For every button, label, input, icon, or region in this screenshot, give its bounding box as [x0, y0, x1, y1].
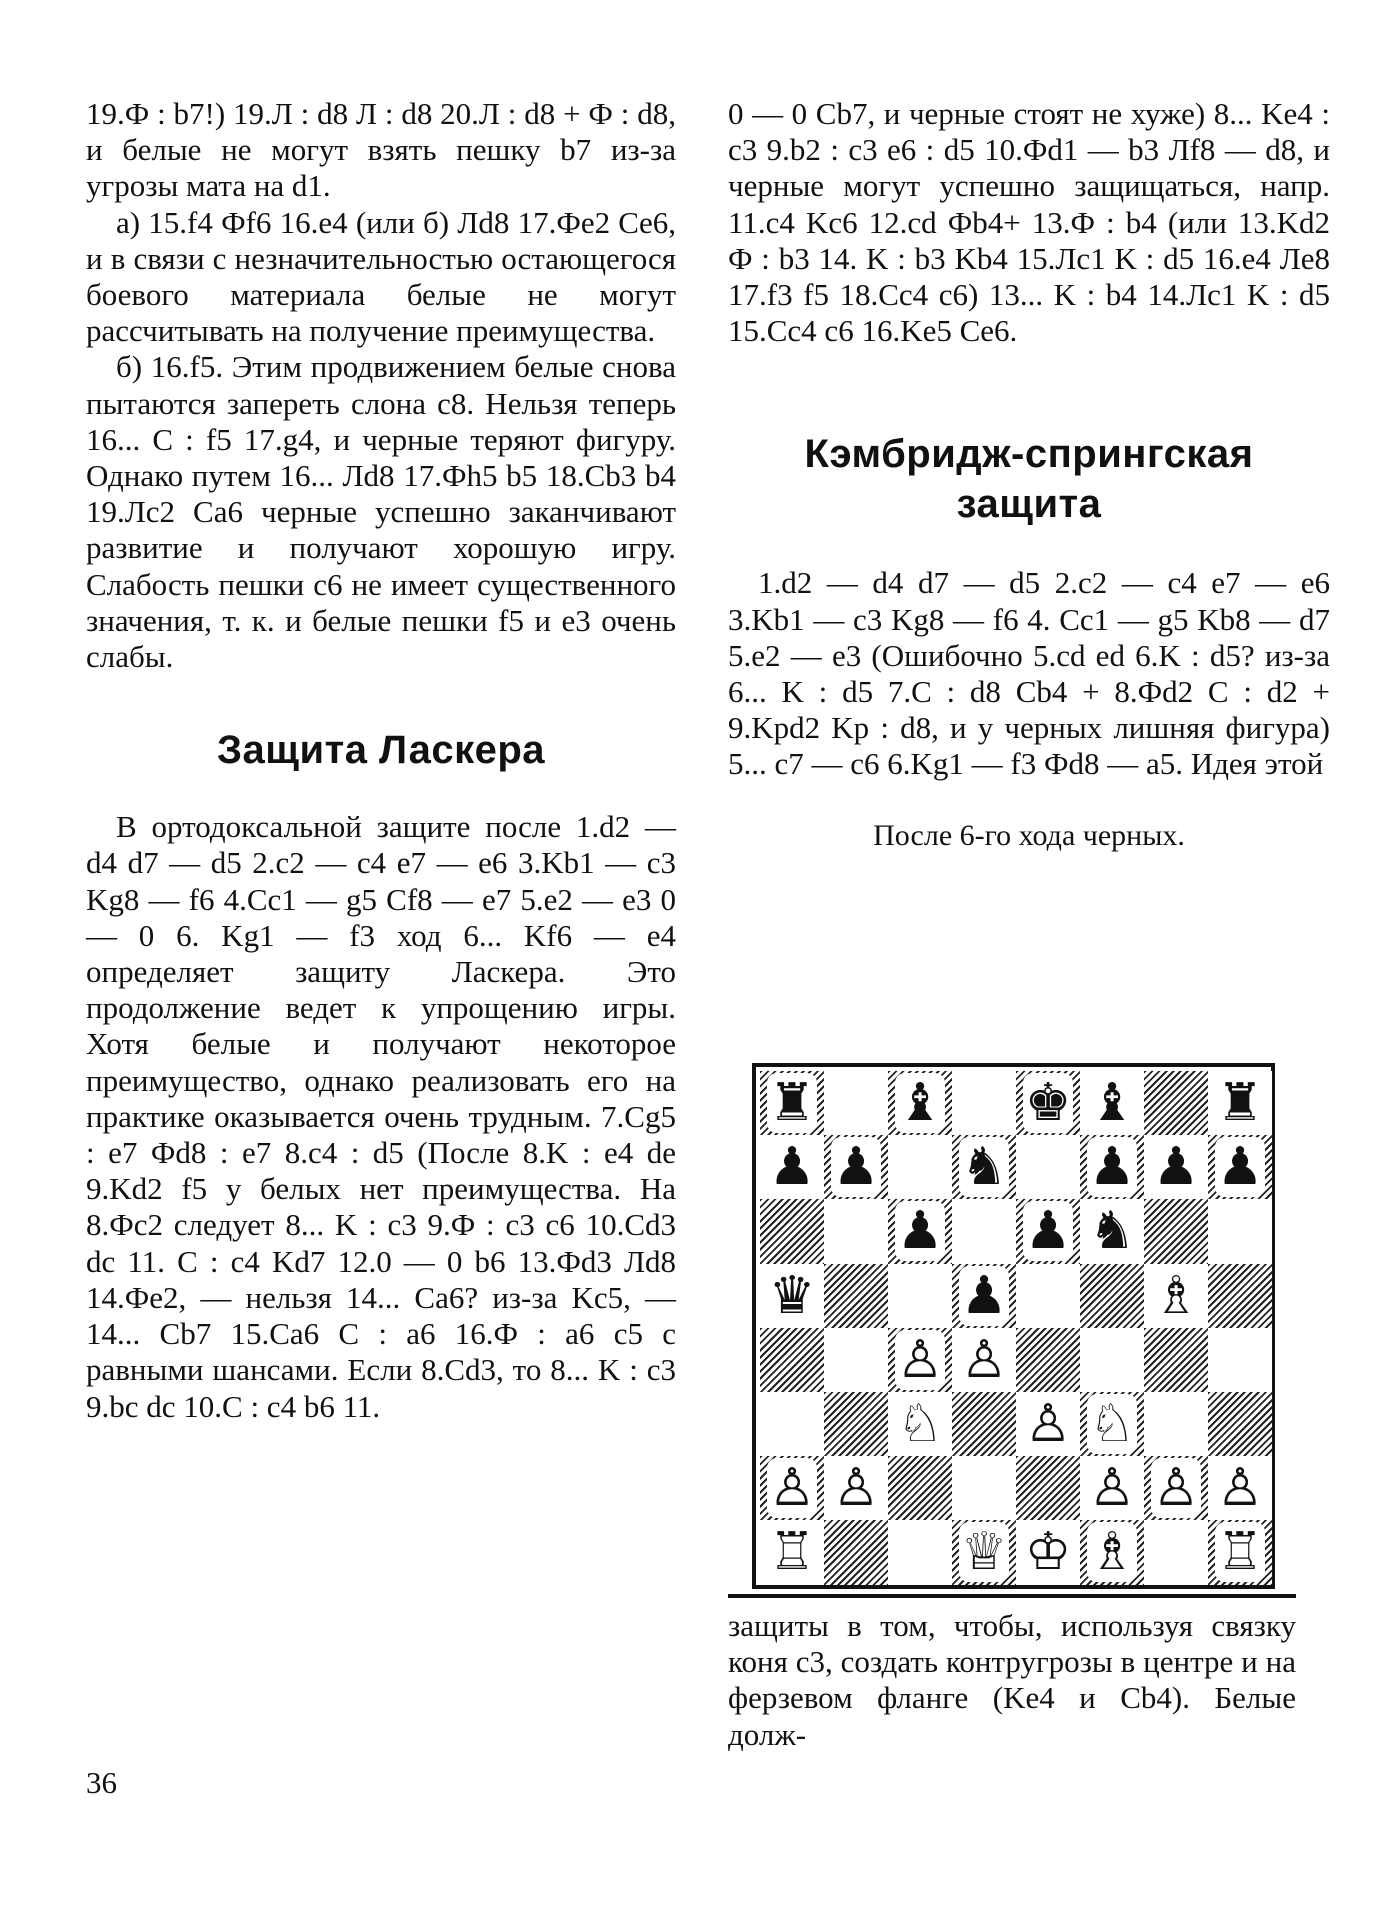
chess-piece-b7: ♟ [832, 1137, 880, 1198]
chess-piece-g5: ♗ [1152, 1265, 1200, 1326]
board-square-e7 [1016, 1135, 1080, 1199]
right-column [728, 96, 1330, 853]
board-square-g1 [1144, 1520, 1208, 1584]
left-column [86, 96, 676, 1425]
board-square-d6 [952, 1199, 1016, 1263]
board-square-b8 [824, 1071, 888, 1135]
board-squares [760, 1071, 1272, 1585]
chess-piece-c3: ♘ [896, 1394, 944, 1454]
paragraph: защиты в том, чтобы, используя связку коня c3, создать контругрозы в центре и на ферзевом фланге (Ke4 и Cb4). Белые долж- [728, 1608, 1296, 1752]
chess-piece-f2: ♙ [1088, 1458, 1136, 1519]
chess-piece-e1: ♔ [1024, 1522, 1072, 1583]
paragraph: а) 15.f4 Фf6 16.e4 (или б) Лd8 17.Фe2 Ce6, и в связи с незначительностью остающегося боевого материала белые не могут рассчитывать на получение преимущества. [86, 204, 676, 349]
paragraph: 1.d2 — d4 d7 — d5 2.c2 — c4 e7 — e6 3.Kb1 — c3 Kg8 — f6 4. Cc1 — g5 Kb8 — d7 5.e2 — e3 (Ошибочно 5.cd ed 6.K : d5? из-за 6... K : d5 7.C : d8 Cb4 + 8.Фd2 C : d2 + 9.Kpd2 Kp : d8, и у черных лишняя фигура) 5... c7 — c6 6.Kg1 — f3 Фd8 — a5. Идея этой [728, 565, 1330, 782]
board-square-a3 [760, 1392, 824, 1456]
board-square-h3 [1208, 1392, 1272, 1456]
chess-piece-a2: ♙ [768, 1458, 816, 1519]
chess-piece-f7: ♟ [1088, 1137, 1136, 1198]
chess-board [752, 1063, 1275, 1589]
chess-piece-c4: ♙ [896, 1329, 944, 1390]
chess-piece-h8: ♜ [1216, 1073, 1264, 1133]
board-square-h4 [1208, 1328, 1272, 1392]
board-square-d8 [952, 1071, 1016, 1135]
paragraph: б) 16.f5. Этим продвижением белые снова пытаются запереть слона c8. Нельзя теперь 16... C : f5 17.g4, и черные теряют фигуру. Однако путем 16... Лd8 17.Фh5 b5 18.Cb3 b4 19.Лc2 Ca6 черные успешно заканчивают развитие и получают хорошую игру. Слабость пешки c6 не имеет существенного значения, т. к. и белые пешки f5 и e3 очень слабы. [86, 349, 676, 675]
chess-piece-d5: ♟ [960, 1265, 1008, 1326]
board-square-b5 [824, 1264, 888, 1328]
chess-piece-f1: ♗ [1088, 1522, 1136, 1583]
chess-diagram [752, 1063, 1275, 1589]
paragraph: В ортодоксальной защите после 1.d2 — d4 d7 — d5 2.c2 — c4 e7 — e6 3.Kb1 — c3 Kg8 — f6 4.Cc1 — g5 Cf8 — e7 5.e2 — e3 0 — 0 6. Kg1 — f3 ход 6... Kf6 — e4 определяет защиту Ласкера. Это продолжение ведет к упрощению игры. Хотя белые и получают некоторое преимущество, однако реализовать его на практике оказывается очень трудным. 7.Cg5 : e7 Фd8 : e7 8.c4 : d5 (После 8.K : e4 de 9.Kd2 f5 у белых нет преимущества. На 8.Фc2 следует 8... K : c3 9.Ф : c3 c6 10.Cd3 dc 11. C : c4 Kd7 12.0 — 0 b6 13.Фd3 Лd8 14.Фe2, — нельзя 14... Ca6? из-за Kc5, — 14... Cb7 15.Ca6 C : a6 16.Ф : a6 c5 с равными шансами. Если 8.Cd3, то 8... K : c3 9.bc dc 10.C : c4 b6 11. [86, 809, 676, 1424]
page-number: 36 [86, 1765, 117, 1800]
board-square-b4 [824, 1328, 888, 1392]
chess-piece-a8: ♜ [768, 1073, 816, 1133]
chess-piece-a7: ♟ [768, 1137, 816, 1198]
chess-piece-h2: ♙ [1216, 1458, 1264, 1519]
chess-piece-f3: ♘ [1088, 1394, 1136, 1454]
board-square-f5 [1080, 1264, 1144, 1328]
board-square-a6 [760, 1199, 824, 1263]
chess-piece-h1: ♖ [1216, 1522, 1264, 1583]
section-heading: Защита Ласкера [216, 728, 546, 773]
chess-piece-d1: ♕ [960, 1522, 1008, 1583]
chess-piece-c8: ♝ [896, 1073, 944, 1133]
chess-piece-c6: ♟ [896, 1201, 944, 1262]
right-column-continued [728, 1608, 1296, 1753]
diagram-caption: После 6-го хода черных. [873, 818, 1185, 852]
chess-piece-a5: ♛ [768, 1265, 816, 1326]
board-square-b3 [824, 1392, 888, 1456]
board-square-e4 [1016, 1328, 1080, 1392]
chess-piece-h7: ♟ [1216, 1137, 1264, 1198]
diagram-rule [728, 1594, 1296, 1598]
chess-piece-f6: ♞ [1088, 1201, 1136, 1262]
board-square-g8 [1144, 1071, 1208, 1135]
board-square-c7 [888, 1135, 952, 1199]
board-square-b6 [824, 1199, 888, 1263]
board-square-c1 [888, 1520, 952, 1584]
board-square-d3 [952, 1392, 1016, 1456]
chess-piece-b2: ♙ [832, 1458, 880, 1519]
chess-piece-f8: ♝ [1088, 1073, 1136, 1133]
board-square-c2 [888, 1456, 952, 1520]
paragraph: 0 — 0 Cb7, и черные стоят не хуже) 8... Ke4 : c3 9.b2 : c3 e6 : d5 10.Фd1 — b3 Лf8 — d8, и черные могут успешно защищаться, напр. 11.c4 Kc6 12.cd Фb4+ 13.Ф : b4 (или 13.Kd2 Ф : b3 14. K : b3 Kb4 15.Лc1 K : d5 16.e4 Лe8 17.f3 f5 18.Cc4 c6) 13... K : b4 14.Лc1 K : d5 15.Cc4 c6 16.Ke5 Ce6. [728, 96, 1330, 349]
chess-piece-e8: ♚ [1024, 1073, 1072, 1133]
board-square-c5 [888, 1264, 952, 1328]
board-square-h6 [1208, 1199, 1272, 1263]
paragraph: 19.Ф : b7!) 19.Л : d8 Л : d8 20.Л : d8 + Ф : d8, и белые не могут взять пешку b7 из-за угрозы мата на d1. [86, 96, 676, 204]
board-square-e2 [1016, 1456, 1080, 1520]
board-square-g4 [1144, 1328, 1208, 1392]
chess-piece-g7: ♟ [1152, 1137, 1200, 1198]
board-square-e5 [1016, 1264, 1080, 1328]
board-square-d2 [952, 1456, 1016, 1520]
board-square-g3 [1144, 1392, 1208, 1456]
chess-piece-d4: ♙ [960, 1329, 1008, 1390]
chess-piece-a1: ♖ [768, 1522, 816, 1583]
board-square-f4 [1080, 1328, 1144, 1392]
board-square-a4 [760, 1328, 824, 1392]
chess-piece-g2: ♙ [1152, 1458, 1200, 1519]
section-heading: Кэмбридж-спрингская защита [804, 432, 1254, 527]
board-square-h5 [1208, 1264, 1272, 1328]
board-square-b1 [824, 1520, 888, 1584]
chess-piece-e6: ♟ [1024, 1201, 1072, 1262]
board-square-g6 [1144, 1199, 1208, 1263]
chess-piece-e3: ♙ [1024, 1394, 1072, 1454]
chess-piece-d7: ♞ [960, 1137, 1008, 1198]
